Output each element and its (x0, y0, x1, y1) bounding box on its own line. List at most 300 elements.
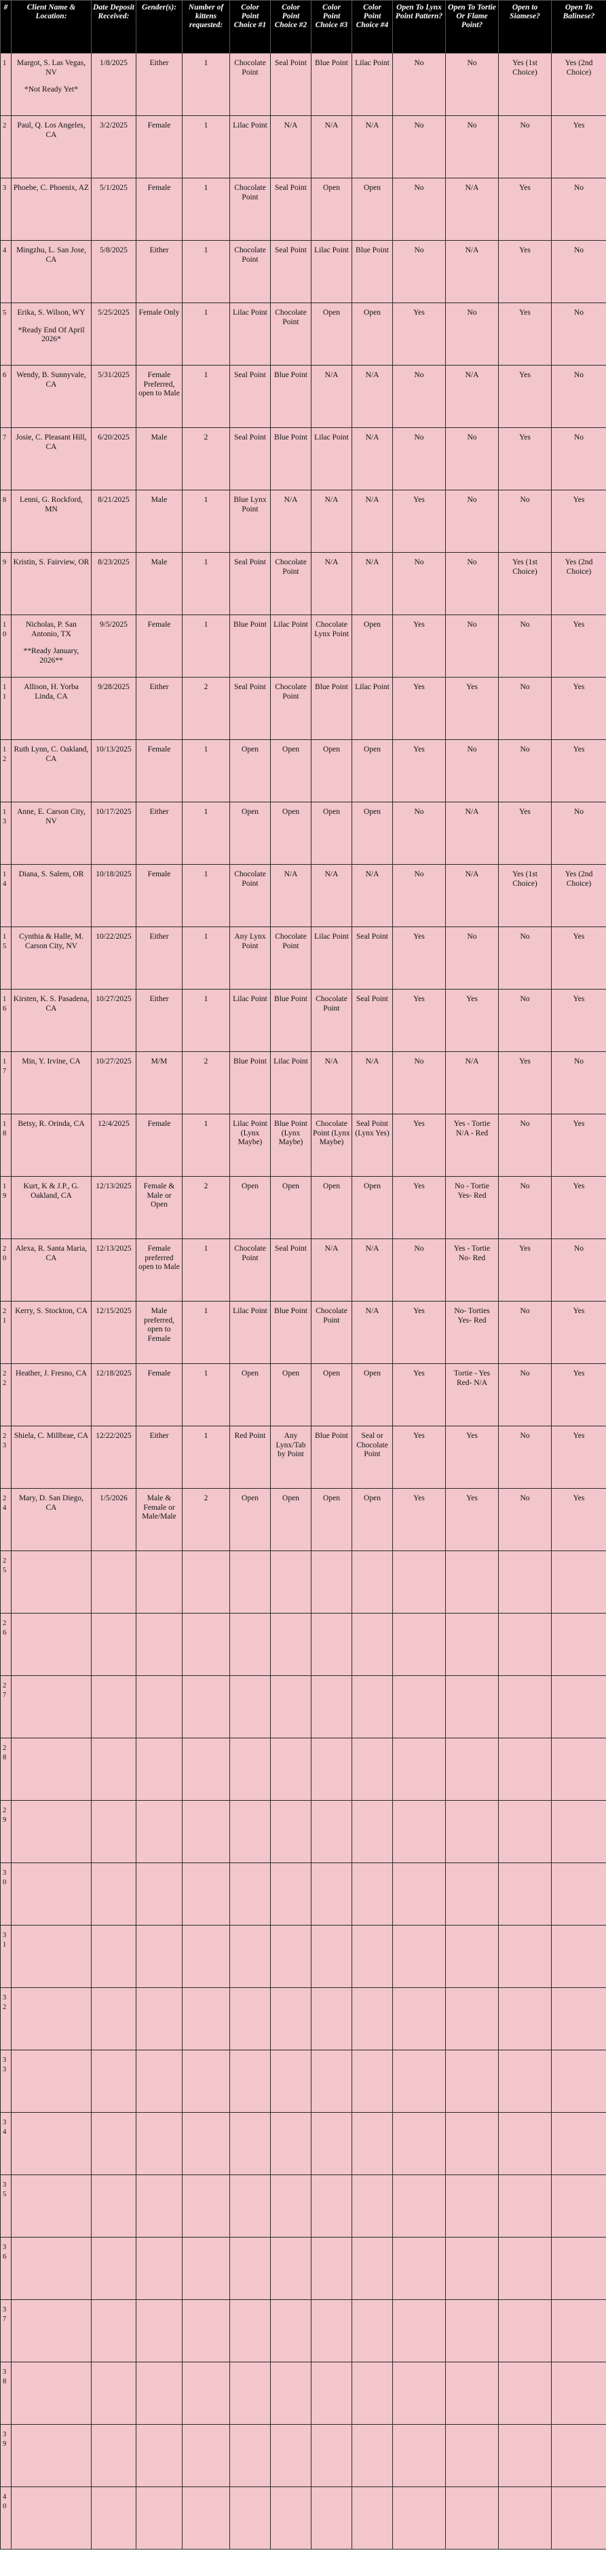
color-choice-1: Open (242, 808, 259, 816)
gender: Female preferred open to Male (138, 1245, 180, 1271)
open-to-lynx: Yes (413, 496, 425, 504)
gender-cell (136, 1926, 183, 1988)
color-choice-4-cell (352, 1614, 393, 1676)
row-number-cell (1, 927, 12, 990)
open-to-tortie-cell (446, 1114, 499, 1177)
open-to-tortie: Yes - Tortie N/A - Red (453, 1120, 491, 1137)
deposit-date-cell (92, 241, 136, 303)
kitten-count-cell (183, 2050, 230, 2113)
kitten-count-cell (183, 1052, 230, 1114)
color-choice-1-cell (230, 116, 271, 178)
open-to-lynx-cell (393, 1926, 446, 1988)
deposit-date-cell (92, 178, 136, 241)
table-row (1, 990, 606, 1052)
open-to-balinese-cell (552, 178, 606, 241)
row-number-cell (1, 303, 12, 366)
open-to-lynx-cell (393, 178, 446, 241)
color-choice-3-cell (311, 1863, 352, 1926)
deposit-date: 1/8/2025 (100, 59, 128, 67)
color-choice-4: Lilac Point (355, 59, 390, 67)
color-choice-1: Chocolate Point (234, 184, 266, 201)
color-choice-3-cell (311, 802, 352, 865)
open-to-lynx-cell (393, 366, 446, 428)
color-choice-3: Open (323, 184, 340, 192)
open-to-balinese: Yes (2nd Choice) (565, 558, 593, 576)
color-choice-3-cell (311, 1988, 352, 2050)
open-to-lynx: Yes (413, 1432, 425, 1440)
color-choice-4: Open (364, 808, 381, 816)
table-row (1, 2425, 606, 2487)
open-to-siamese: No (520, 683, 530, 691)
color-choice-2-cell (271, 553, 311, 615)
open-to-lynx-cell (393, 241, 446, 303)
deposit-date: 10/18/2025 (96, 870, 132, 878)
open-to-tortie-cell (446, 241, 499, 303)
open-to-balinese: No (573, 1057, 584, 1066)
open-to-tortie: Yes - Tortie No- Red (453, 1245, 491, 1262)
gender: Either (149, 808, 169, 816)
open-to-lynx-cell (393, 2113, 446, 2175)
open-to-siamese: No (520, 496, 530, 504)
color-choice-2: Blue Point (274, 433, 307, 442)
client-name-location: Alexa, R. Santa Maria, CA (15, 1245, 88, 1262)
color-choice-3-cell (311, 428, 352, 490)
color-choice-4-cell (352, 678, 393, 740)
open-to-tortie: No (467, 621, 477, 629)
gender-cell (136, 241, 183, 303)
row-number: 25 (3, 1557, 7, 1574)
color-choice-4-cell (352, 2487, 393, 2550)
color-choice-4-cell (352, 1114, 393, 1177)
table-row (1, 303, 606, 366)
color-choice-3: N/A (324, 1245, 339, 1253)
color-choice-1-cell (230, 802, 271, 865)
open-to-tortie-cell (446, 553, 499, 615)
open-to-siamese-cell (499, 2362, 552, 2425)
kitten-count-cell (183, 2487, 230, 2550)
client-name-location-cell (12, 1551, 92, 1614)
client-name-location-cell (12, 1988, 92, 2050)
open-to-siamese-cell (499, 366, 552, 428)
gender-cell (136, 1177, 183, 1239)
color-choice-1: Seal Point (234, 683, 266, 691)
client-name-location-cell (12, 428, 92, 490)
kitten-count-cell (183, 116, 230, 178)
kitten-count: 1 (204, 371, 208, 379)
color-choice-4-cell (352, 1551, 393, 1614)
deposit-date-cell (92, 1052, 136, 1114)
client-name-location: Heather, J. Fresno, CA (16, 1369, 87, 1378)
color-choice-3-cell (311, 2175, 352, 2238)
color-choice-1-cell (230, 428, 271, 490)
deposit-date-cell (92, 1302, 136, 1364)
open-to-balinese-cell (552, 241, 606, 303)
row-number: 7 (3, 434, 7, 442)
deposit-date: 8/23/2025 (98, 558, 130, 566)
open-to-balinese-cell (552, 2487, 606, 2550)
open-to-siamese-cell (499, 927, 552, 990)
table-row (1, 615, 606, 678)
kitten-count-cell (183, 2425, 230, 2487)
color-choice-4-cell (352, 178, 393, 241)
color-choice-2-cell (271, 178, 311, 241)
open-to-tortie: No- Torties Yes- Red (454, 1307, 490, 1325)
color-choice-3: Chocolate Lynx Point (314, 621, 349, 638)
gender-cell (136, 678, 183, 740)
client-name-location: Mary, D. San Diego, CA (18, 1494, 84, 1512)
color-choice-4-cell (352, 490, 393, 553)
gender-cell (136, 2050, 183, 2113)
open-to-lynx: Yes (413, 933, 425, 941)
table-row (1, 927, 606, 990)
open-to-tortie: No (467, 433, 477, 442)
color-choice-3-cell (311, 740, 352, 802)
table-row (1, 1239, 606, 1302)
row-number: 1 (3, 60, 7, 67)
deposit-date-cell (92, 490, 136, 553)
color-choice-3: Blue Point (315, 683, 348, 691)
open-to-lynx: No (414, 433, 424, 442)
open-to-balinese: Yes (2nd Choice) (565, 59, 593, 77)
open-to-siamese-cell (499, 490, 552, 553)
table-header (1, 1, 606, 54)
open-to-balinese-cell (552, 1863, 606, 1926)
table-row (1, 553, 606, 615)
row-number-cell (1, 1676, 12, 1738)
color-choice-4-cell (352, 2425, 393, 2487)
color-choice-4-cell (352, 615, 393, 678)
color-choice-3: N/A (324, 371, 339, 379)
color-choice-4: Open (364, 621, 381, 629)
open-to-tortie: N/A (465, 371, 479, 379)
color-choice-1: Chocolate Point (234, 59, 266, 77)
client-name-location-cell (12, 303, 92, 366)
open-to-lynx-cell (393, 303, 446, 366)
open-to-lynx: No (414, 558, 424, 566)
kitten-count-cell (183, 1302, 230, 1364)
gender-cell (136, 2175, 183, 2238)
deposit-date-cell (92, 2425, 136, 2487)
kitten-count-cell (183, 740, 230, 802)
open-to-tortie-cell (446, 1926, 499, 1988)
color-choice-2-cell (271, 1551, 311, 1614)
gender: Female (147, 121, 171, 130)
row-number-cell (1, 490, 12, 553)
color-choice-2-cell (271, 2175, 311, 2238)
row-number: 30 (3, 1869, 7, 1886)
color-choice-4: Lilac Point (355, 683, 390, 691)
open-to-siamese-cell (499, 178, 552, 241)
client-name-location-cell (12, 54, 92, 116)
color-choice-3-cell (311, 1052, 352, 1114)
row-number: 26 (3, 1620, 7, 1637)
open-to-lynx-cell (393, 1177, 446, 1239)
color-choice-4: Seal Point (356, 933, 388, 941)
kitten-count: 1 (204, 995, 208, 1003)
deposit-date-cell (92, 2487, 136, 2550)
open-to-siamese: Yes (519, 433, 531, 442)
color-choice-1: Any Lynx Point (234, 933, 266, 950)
open-to-lynx: Yes (413, 1494, 425, 1502)
color-choice-1-cell (230, 2425, 271, 2487)
gender-cell (136, 178, 183, 241)
row-number-cell (1, 553, 12, 615)
open-to-siamese: No (520, 995, 530, 1003)
kitten-count: 1 (204, 59, 208, 67)
color-choice-2: N/A (284, 870, 298, 878)
open-to-balinese-cell (552, 865, 606, 927)
open-to-balinese: Yes (573, 1120, 585, 1128)
color-choice-4-cell (352, 990, 393, 1052)
row-number: 15 (3, 933, 7, 950)
header-color-choice-3: Color Point Choice #3 (311, 1, 352, 54)
color-choice-2: Open (282, 808, 299, 816)
open-to-lynx-cell (393, 2425, 446, 2487)
color-choice-3-cell (311, 1239, 352, 1302)
table-row (1, 241, 606, 303)
color-choice-1-cell (230, 1239, 271, 1302)
client-note: **Ready January, 2026** (23, 647, 79, 665)
kitten-count: 1 (204, 808, 208, 816)
deposit-date-cell (92, 2362, 136, 2425)
row-number-cell (1, 1052, 12, 1114)
client-name-location-cell (12, 2050, 92, 2113)
header-color-choice-4: Color Point Choice #4 (352, 1, 393, 54)
row-number-cell (1, 1988, 12, 2050)
color-choice-1-cell (230, 1177, 271, 1239)
open-to-siamese-cell (499, 2050, 552, 2113)
color-choice-2-cell (271, 1676, 311, 1738)
client-name-location-cell (12, 1926, 92, 1988)
open-to-balinese-cell (552, 428, 606, 490)
kitten-count-cell (183, 1426, 230, 1489)
open-to-balinese-cell (552, 1302, 606, 1364)
color-choice-1-cell (230, 1302, 271, 1364)
color-choice-3: N/A (324, 1057, 339, 1066)
open-to-lynx-cell (393, 927, 446, 990)
open-to-siamese-cell (499, 1988, 552, 2050)
open-to-tortie-cell (446, 2238, 499, 2300)
open-to-tortie-cell (446, 303, 499, 366)
open-to-tortie-cell (446, 1177, 499, 1239)
color-choice-3: Lilac Point (314, 433, 349, 442)
table-row (1, 2113, 606, 2175)
kitten-count: 2 (204, 683, 208, 691)
color-choice-3-cell (311, 178, 352, 241)
deposit-date: 12/13/2025 (96, 1182, 132, 1190)
color-choice-2-cell (271, 2362, 311, 2425)
row-number: 27 (3, 1682, 7, 1699)
color-choice-3-cell (311, 2050, 352, 2113)
client-name-location: Paul, Q. Los Angeles, CA (17, 121, 86, 139)
color-choice-2-cell (271, 366, 311, 428)
row-number-cell (1, 1426, 12, 1489)
row-number: 29 (3, 1807, 7, 1824)
color-choice-4-cell (352, 1239, 393, 1302)
row-number: 11 (3, 684, 7, 701)
color-choice-2-cell (271, 303, 311, 366)
kitten-count-cell (183, 927, 230, 990)
open-to-siamese-cell (499, 678, 552, 740)
open-to-balinese-cell (552, 2300, 606, 2362)
table-row (1, 1676, 606, 1738)
color-choice-4: N/A (365, 433, 379, 442)
table-row (1, 1614, 606, 1676)
row-number-cell (1, 241, 12, 303)
open-to-lynx-cell (393, 490, 446, 553)
deposit-date-cell (92, 802, 136, 865)
row-number-cell (1, 428, 12, 490)
row-number: 38 (3, 2368, 7, 2385)
kitten-count: 1 (204, 309, 208, 317)
kitten-count: 2 (204, 433, 208, 442)
table-row (1, 2362, 606, 2425)
open-to-balinese: Yes (573, 933, 585, 941)
color-choice-1-cell (230, 241, 271, 303)
color-choice-4-cell (352, 2050, 393, 2113)
open-to-siamese: No (520, 933, 530, 941)
kitten-count-cell (183, 553, 230, 615)
open-to-lynx-cell (393, 1364, 446, 1426)
color-choice-2: Any Lynx/Tab by Point (276, 1432, 306, 1458)
open-to-siamese-cell (499, 615, 552, 678)
client-name-location-cell (12, 1738, 92, 1801)
open-to-lynx: Yes (413, 683, 425, 691)
table-row (1, 2300, 606, 2362)
color-choice-4-cell (352, 1177, 393, 1239)
color-choice-2-cell (271, 1239, 311, 1302)
deposit-date-cell (92, 1239, 136, 1302)
gender: Female (147, 1120, 171, 1128)
color-choice-1-cell (230, 303, 271, 366)
open-to-balinese-cell (552, 1676, 606, 1738)
open-to-tortie: Yes (466, 683, 478, 691)
open-to-lynx: No (414, 1057, 424, 1066)
kitten-count-cell (183, 1863, 230, 1926)
color-choice-2: Blue Point (Lynx Maybe) (274, 1120, 307, 1146)
gender: Either (149, 59, 169, 67)
color-choice-3: Open (323, 1494, 340, 1502)
client-name-location-cell (12, 2487, 92, 2550)
color-choice-3-cell (311, 1926, 352, 1988)
color-choice-3: Lilac Point (314, 933, 349, 941)
row-number-cell (1, 2300, 12, 2362)
client-name-location: Kristin, S. Fairview, OR (13, 558, 90, 566)
color-choice-1-cell (230, 1551, 271, 1614)
open-to-lynx-cell (393, 1551, 446, 1614)
row-number-cell (1, 1926, 12, 1988)
client-name-location-cell (12, 1302, 92, 1364)
row-number: 35 (3, 2181, 7, 2198)
color-choice-4-cell (352, 865, 393, 927)
open-to-tortie: No - Tortie Yes- Red (455, 1182, 489, 1200)
open-to-tortie-cell (446, 802, 499, 865)
row-number: 16 (3, 996, 7, 1013)
deposit-date-cell (92, 1614, 136, 1676)
color-choice-2: Open (282, 745, 299, 754)
color-choice-1-cell (230, 1364, 271, 1426)
color-choice-1-cell (230, 366, 271, 428)
row-number: 28 (3, 1744, 7, 1761)
gender-cell (136, 1801, 183, 1863)
header-row (1, 1, 606, 54)
row-number: 36 (3, 2244, 7, 2261)
kitten-count: 1 (204, 1120, 208, 1128)
kitten-count-cell (183, 2113, 230, 2175)
open-to-tortie-cell (446, 1551, 499, 1614)
open-to-siamese: No (520, 1369, 530, 1378)
deposit-date-cell (92, 303, 136, 366)
open-to-siamese-cell (499, 1801, 552, 1863)
open-to-lynx-cell (393, 802, 446, 865)
client-name-location-cell (12, 553, 92, 615)
kitten-count-cell (183, 490, 230, 553)
row-number-cell (1, 1614, 12, 1676)
deposit-date-cell (92, 678, 136, 740)
deposit-date-cell (92, 428, 136, 490)
deposit-date-cell (92, 1988, 136, 2050)
table-row (1, 2487, 606, 2550)
table-row (1, 1926, 606, 1988)
gender-cell (136, 116, 183, 178)
open-to-siamese-cell (499, 1738, 552, 1801)
color-choice-4-cell (352, 116, 393, 178)
color-choice-3: Blue Point (315, 1432, 348, 1440)
open-to-lynx: Yes (413, 1182, 425, 1190)
color-choice-4: Open (364, 745, 381, 754)
client-name-location: Josie, C. Pleasant Hill, CA (16, 433, 87, 451)
deposit-date: 10/27/2025 (96, 995, 132, 1003)
deposit-date: 12/15/2025 (96, 1307, 132, 1315)
table-row (1, 1114, 606, 1177)
table-row (1, 740, 606, 802)
color-choice-4-cell (352, 2175, 393, 2238)
kitten-count-cell (183, 1926, 230, 1988)
open-to-lynx-cell (393, 1988, 446, 2050)
open-to-tortie-cell (446, 1302, 499, 1364)
color-choice-2-cell (271, 1988, 311, 2050)
kitten-count-cell (183, 54, 230, 116)
deposit-date-cell (92, 553, 136, 615)
deposit-date: 5/1/2025 (100, 184, 128, 192)
color-choice-1-cell (230, 490, 271, 553)
row-number-cell (1, 116, 12, 178)
color-choice-1-cell (230, 927, 271, 990)
open-to-balinese-cell (552, 54, 606, 116)
header-gender: Gender(s): (136, 1, 183, 54)
open-to-tortie-cell (446, 615, 499, 678)
open-to-siamese-cell (499, 2300, 552, 2362)
gender-cell (136, 490, 183, 553)
color-choice-2: Open (282, 1182, 299, 1190)
color-choice-2: Seal Point (275, 184, 307, 192)
open-to-balinese-cell (552, 116, 606, 178)
deposit-date-cell (92, 1551, 136, 1614)
row-number: 8 (3, 496, 7, 504)
color-choice-3: Open (323, 1369, 340, 1378)
color-choice-4: N/A (365, 1057, 379, 1066)
row-number-cell (1, 678, 12, 740)
deposit-date: 6/20/2025 (98, 433, 130, 442)
color-choice-4: Open (364, 309, 381, 317)
client-name-location-cell (12, 2113, 92, 2175)
deposit-date-cell (92, 740, 136, 802)
color-choice-4-cell (352, 1052, 393, 1114)
gender-cell (136, 927, 183, 990)
open-to-lynx: Yes (413, 995, 425, 1003)
row-number-cell (1, 615, 12, 678)
client-name-location: Kirsten, K. S. Pasadena, CA (13, 995, 90, 1013)
